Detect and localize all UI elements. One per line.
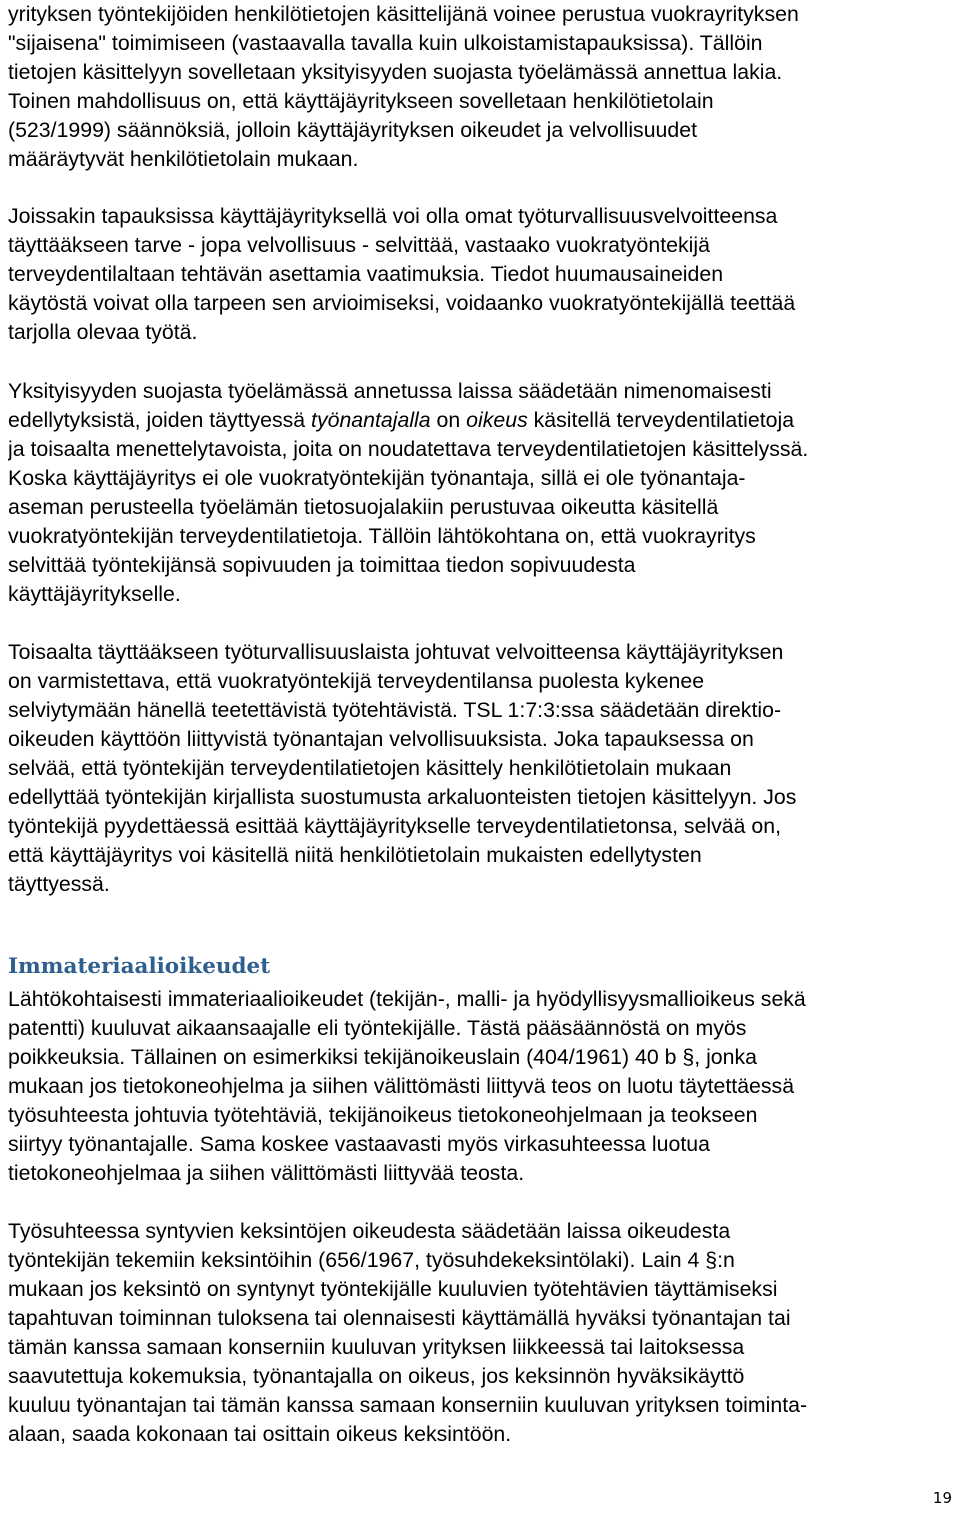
paragraph-5	[8, 985, 954, 1188]
paragraph-line: mukaan jos tietokoneohjelma ja siihen välittömästi liittyvä teos on luotu täytettäessä	[8, 1074, 795, 1098]
paragraph-line: patentti) kuuluvat aikaansaajalle eli työntekijälle. Tästä pääsäännöstä on myös	[8, 1016, 747, 1040]
paragraph-line-emphasis	[8, 406, 954, 435]
paragraph-line: mukaan jos keksintö on syntynyt työntekijälle kuuluvien työtehtävien täyttämiseksi	[8, 1277, 778, 1301]
paragraph-line: ja toisaalta menettelytavoista, joita on noudatettava terveydentilatietojen käsittelyssä.	[8, 437, 809, 461]
paragraph-line: Yksityisyyden suojasta työelämässä annetussa laissa säädetään nimenomaisesti	[8, 379, 772, 403]
paragraph-line: työntekijän tekemiin keksintöihin (656/1967, työsuhdekeksintölaki). Lain 4 §:n	[8, 1248, 735, 1272]
paragraph-line: määräytyvät henkilötietolain mukaan.	[8, 147, 359, 171]
paragraph-line: täyttyessä.	[8, 872, 110, 896]
paragraph-line: tapahtuvan toiminnan tuloksena tai olennaisesti käyttämällä hyväksi työnantajan tai	[8, 1306, 791, 1330]
paragraph-line: tämän kanssa samaan konserniin kuuluvan yrityksen liikkeessä tai laitoksessa	[8, 1335, 745, 1359]
paragraph-line: tietojen käsittelyyn sovelletaan yksityisyyden suojasta työelämässä annettua lakia.	[8, 60, 783, 84]
paragraph-line: kuuluu työnantajan tai tämän kanssa samaan konserniin kuuluvan yrityksen toiminta-	[8, 1393, 808, 1417]
page-number: 19	[932, 1489, 952, 1507]
paragraph-line: poikkeuksia. Tällainen on esimerkiksi tekijänoikeuslain (404/1961) 40 b §, jonka	[8, 1045, 757, 1069]
paragraph-line: täyttääkseen tarve - jopa velvollisuus - selvittää, vastaako vuokratyöntekijä	[8, 233, 710, 257]
paragraph-line: Joissakin tapauksissa käyttäjäyrityksellä voi olla omat työturvallisuusvelvoitteensa	[8, 204, 778, 228]
paragraph-line: Lähtökohtaisesti immateriaalioikeudet (tekijän-, malli- ja hyödyllisyysmallioikeus sekä	[8, 987, 806, 1011]
paragraph-1	[8, 0, 954, 174]
paragraph-6	[8, 1217, 954, 1449]
paragraph-line: että käyttäjäyritys voi käsitellä niitä henkilötietolain mukaisten edellytysten	[8, 843, 702, 867]
paragraph-line: oikeuden käyttöön liittyvistä työnantajan velvollisuuksista. Joka tapauksessa on	[8, 727, 754, 751]
paragraph-line: saavutettuja kokemuksia, työnantajalla on oikeus, jos keksinnön hyväksikäyttö	[8, 1364, 745, 1388]
text-run: edellytyksistä, joiden täyttyessä	[8, 408, 312, 432]
paragraph-line: "sijaisena" toimimiseen (vastaavalla tavalla kuin ulkoistamistapauksissa). Tällöin	[8, 31, 763, 55]
paragraph-line: Toinen mahdollisuus on, että käyttäjäyritykseen sovelletaan henkilötietolain	[8, 89, 714, 113]
paragraph-2	[8, 202, 954, 347]
paragraph-line: käytöstä voivat olla tarpeen sen arvioimiseksi, voidaanko vuokratyöntekijällä teettää	[8, 291, 796, 315]
paragraph-line: tarjolla olevaa työtä.	[8, 320, 198, 344]
paragraph-line: alaan, saada kokonaan tai osittain oikeus keksintöön.	[8, 1422, 512, 1446]
paragraph-line: on varmistettava, että vuokratyöntekijä terveydentilansa puolesta kykenee	[8, 669, 705, 693]
paragraph-line: Työsuhteessa syntyvien keksintöjen oikeudesta säädetään laissa oikeudesta	[8, 1219, 731, 1243]
paragraph-4	[8, 638, 954, 899]
paragraph-line: siirtyy työnantajalle. Sama koskee vastaavasti myös virkasuhteessa luotua	[8, 1132, 710, 1156]
paragraph-line: Toisaalta täyttääkseen työturvallisuuslaista johtuvat velvoitteensa käyttäjäyrityksen	[8, 640, 784, 664]
paragraph-line: työsuhteesta johtuvia työtehtäviä, tekijänoikeus tietokoneohjelmaan ja teokseen	[8, 1103, 758, 1127]
paragraph-line: yrityksen työntekijöiden henkilötietojen käsittelijänä voinee perustua vuokrayrityksen	[8, 2, 799, 26]
paragraph-line: vuokratyöntekijän terveydentilatietoja. Tällöin lähtökohtana on, että vuokrayritys	[8, 524, 756, 548]
paragraph-line: selvittää työntekijänsä sopivuuden ja toimittaa tiedon sopivuudesta	[8, 553, 636, 577]
paragraph-line: työntekijä pyydettäessä esittää käyttäjäyritykselle terveydentilatietonsa, selvää on,	[8, 814, 782, 838]
paragraph-3	[8, 377, 954, 609]
paragraph-line: selviytymään hänellä teetettävistä työtehtävistä. TSL 1:7:3:ssa säädetään direktio-	[8, 698, 782, 722]
emphasis-right: oikeus	[466, 408, 528, 432]
text-run: on	[430, 408, 467, 432]
paragraph-line: Koska käyttäjäyritys ei ole vuokratyöntekijän työnantaja, sillä ei ole työnantaja-	[8, 466, 746, 490]
paragraph-line: (523/1999) säännöksiä, jolloin käyttäjäyrityksen oikeudet ja velvollisuudet	[8, 118, 697, 142]
paragraph-line: edellyttää työntekijän kirjallista suostumusta arkaluonteisten tietojen käsittelyyn. Jos	[8, 785, 797, 809]
paragraph-line: terveydentilaltaan tehtävän asettamia vaatimuksia. Tiedot huumausaineiden	[8, 262, 724, 286]
emphasis-employer: työnantajalla	[311, 408, 431, 432]
paragraph-line: käyttäjäyritykselle.	[8, 582, 181, 606]
section-heading: Immateriaalioikeudet	[8, 954, 271, 979]
text-run: käsitellä terveydentilatietoja	[527, 408, 795, 432]
paragraph-line: selvää, että työntekijän terveydentilatietojen käsittely henkilötietolain mukaan	[8, 756, 732, 780]
paragraph-line: tietokoneohjelmaa ja siihen välittömästi liittyvää teosta.	[8, 1161, 525, 1185]
paragraph-line: aseman perusteella työelämän tietosuojalakiin perustuvaa oikeutta käsitellä	[8, 495, 719, 519]
